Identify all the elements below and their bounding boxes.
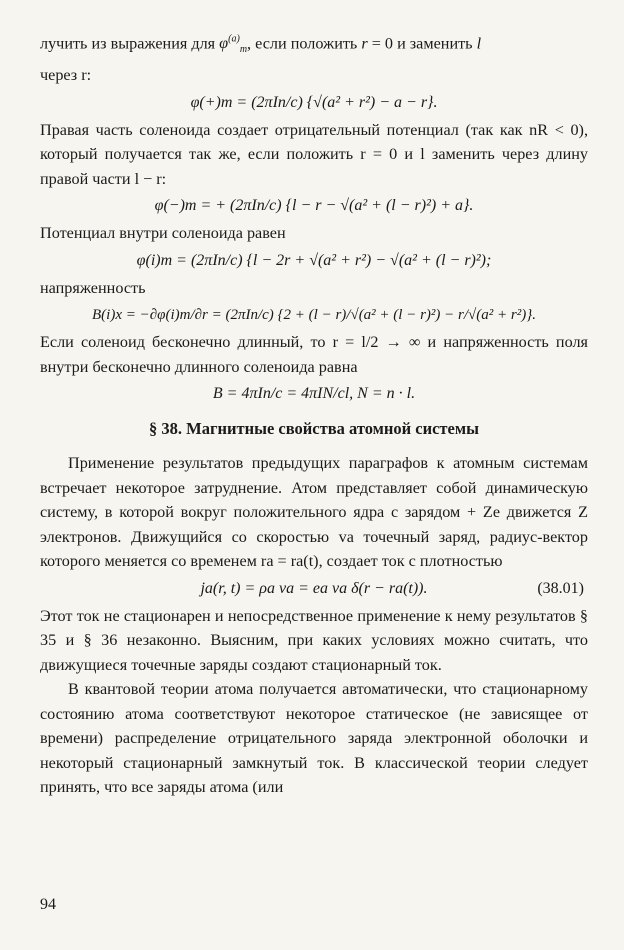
paragraph-2: Правая часть соленоида создает отрицательный потенциал (так как nR < 0), который получается так же, если положить r = 0 и l заменить через длину правой части l − r: xyxy=(40,120,588,188)
equation-6 xyxy=(40,578,588,600)
paragraph-5: Если соленоид бесконечно длинный, то r = l/2 → ∞ и напряженность поля внутри бесконечно длинного соленоида равна xyxy=(40,333,588,376)
paragraph-7: Этот ток не стационарен и непосредственное применение к нему результатов § 35 и § 36 незаконно. Выясним, при каких условиях можно считать, что движущиеся точечные заряды создают стационарный ток. xyxy=(40,606,588,674)
page-number: 94 xyxy=(40,896,56,913)
paragraph-6: Применение результатов предыдущих параграфов к атомным системам встречает некоторое затруднение. Атом представляет собой динамическую систему, в которой вокруг положительного ядра с зарядом + Ze движется Z электронов. Движущийся со скоростью va точечный заряд, радиус-вектор которого меняется со временем ra = ra(t), создает ток с плотностью xyxy=(40,454,588,571)
paragraph-8: В квантовой теории атома получается автоматически, что стационарному состоянию атома соответствуют некоторое статическое (не зависящее от времени) распределение отрицательного заряда электронной оболочки и некоторый стационарный замкнутый ток. В классической теории следует принять, что все заряды атома (или xyxy=(40,680,588,797)
paragraph-3: Потенциал внутри соленоида равен xyxy=(40,224,286,243)
equation-2: φ(−)m = + (2πIn/c) {l − r − √(a² + (l − r)²) + a}. xyxy=(154,197,474,215)
equation-3: φ(i)m = (2πIn/c) {l − 2r + √(a² + r²) − √(a² + (l − r)²); xyxy=(136,251,492,269)
equation-4: B(i)x = −∂φ(i)m/∂r = (2πIn/c) {2 + (l − r)/√(a² + (l − r)²) − r/√(a² + r²)}. xyxy=(92,307,536,324)
paragraph-4: напряженность xyxy=(40,278,146,297)
paragraph-1: лучить из выражения для $\varphi^{(a)}_m$, если положить r = 0 и заменить l через r: xyxy=(40,34,482,85)
equation-6-number: (38.01) xyxy=(537,579,584,597)
page-content xyxy=(40,28,588,800)
equation-5: B = 4πIn/c = 4πIN/cl, N = n · l. xyxy=(212,385,416,403)
equation-1: φ(+)m = (2πIn/c) {√(a² + r²) − a − r}. xyxy=(190,93,438,111)
section-heading: § 38. Магнитные свойства атомной системы xyxy=(149,419,479,439)
equation-6-body: ja(r, t) = ρa va = ea va δ(r − ra(t)). xyxy=(200,579,428,597)
